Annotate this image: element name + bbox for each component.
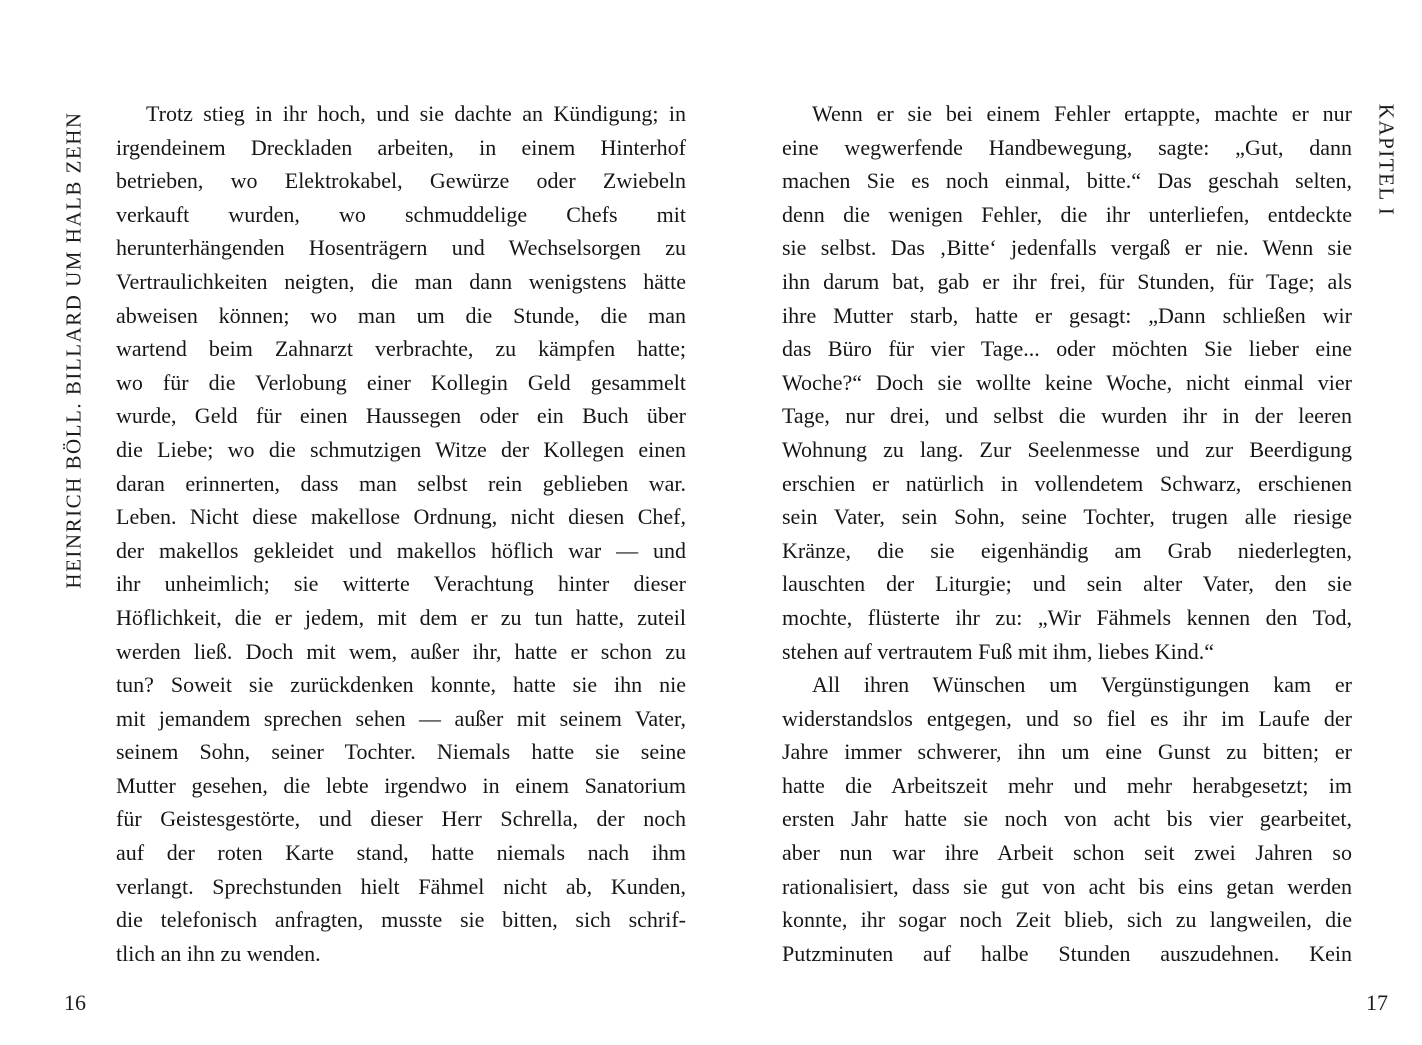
text-line: für Geistesgestörte, und dieser Herr Schrella, der noch xyxy=(116,806,686,832)
text-line: sie selbst. Das ‚Bitte‘ jedenfalls vergaß er nie. Wenn sie xyxy=(782,235,1352,261)
text-line: verlangt. Sprechstunden hielt Fähmel nicht ab, Kunden, xyxy=(116,873,686,899)
text-line: rationalisiert, dass sie gut von acht bis eins getan werden xyxy=(782,873,1352,899)
text-line: sein Vater, sein Sohn, seine Tochter, trugen alle riesige xyxy=(782,504,1352,530)
text-line: Trotz stieg in ihr hoch, und sie dachte an Kündigung; in xyxy=(146,101,686,126)
text-line: eine wegwerfende Handbewegung, sagte: „Gut, dann xyxy=(782,134,1352,160)
text-line: Wenn er sie bei einem Fehler ertappte, machte er nur xyxy=(812,101,1352,126)
text-line: werden ließ. Doch mit wem, außer ihr, hatte er schon zu xyxy=(116,638,686,664)
running-head-right: KAPITEL I xyxy=(1374,103,1399,217)
text-line: denn die wenigen Fehler, die ihr unterliefen, entdeckte xyxy=(782,201,1352,227)
text-line: wo für die Verlobung einer Kollegin Geld gesammelt xyxy=(116,369,686,395)
text-line: mochte, flüsterte ihr zu: „Wir Fähmels kennen den Tod, xyxy=(782,604,1352,630)
text-line: Kränze, die sie eigenhändig am Grab niederlegten, xyxy=(782,537,1352,563)
text-line: aber nun war ihre Arbeit schon seit zwei Jahren so xyxy=(782,840,1352,866)
text-line: abweisen können; wo man um die Stunde, die man xyxy=(116,302,686,328)
text-line: seinem Sohn, seiner Tochter. Niemals hatte sie seine xyxy=(116,739,686,765)
text-line: verkauft wurden, wo schmuddelige Chefs mit xyxy=(116,201,686,227)
text-line: All ihren Wünschen um Vergünstigungen kam er xyxy=(812,672,1352,698)
text-line: Wohnung zu lang. Zur Seelenmesse und zur Beerdigung xyxy=(782,436,1352,462)
text-line: auf der roten Karte stand, hatte niemals nach ihm xyxy=(116,840,686,866)
text-line: machen Sie es noch einmal, bitte.“ Das geschah selten, xyxy=(782,168,1352,194)
text-line: Woche?“ Doch sie wollte keine Woche, nicht einmal vier xyxy=(782,369,1352,395)
left-page-text xyxy=(116,97,686,970)
text-line: Vertraulichkeiten neigten, die man dann wenigstens hätte xyxy=(116,268,686,294)
text-line: konnte, ihr sogar noch Zeit blieb, sich zu langweilen, die xyxy=(782,907,1352,933)
text-line: mit jemandem sprechen sehen — außer mit seinem Vater, xyxy=(116,705,686,731)
text-line: Tage, nur drei, und selbst die wurden ihr in der leeren xyxy=(782,403,1352,429)
text-line: stehen auf vertrautem Fuß mit ihm, liebes Kind.“ xyxy=(782,638,1214,664)
text-line: herunterhängenden Hosenträgern und Wechselsorgen zu xyxy=(116,235,686,261)
text-line: das Büro für vier Tage... oder möchten Sie lieber eine xyxy=(782,336,1352,362)
text-line: Mutter gesehen, die lebte irgendwo in einem Sanatorium xyxy=(116,772,686,798)
text-line: Leben. Nicht diese makellose Ordnung, nicht diesen Chef, xyxy=(116,504,686,530)
text-line: irgendeinem Dreckladen arbeiten, in einem Hinterhof xyxy=(116,134,686,160)
text-line: lauschten der Liturgie; und sein alter Vater, den sie xyxy=(782,571,1352,597)
text-line: wurde, Geld für einen Haussegen oder ein Buch über xyxy=(116,403,686,429)
text-line: ersten Jahr hatte sie noch von acht bis vier gearbeitet, xyxy=(782,806,1352,832)
right-page xyxy=(711,0,1422,1045)
text-line: die telefonisch anfragten, musste sie bitten, sich schrif- xyxy=(116,907,686,933)
text-line: die Liebe; wo die schmutzigen Witze der Kollegen einen xyxy=(116,436,686,462)
text-line: hatte die Arbeitszeit mehr und mehr herabgesetzt; im xyxy=(782,772,1352,798)
text-line: widerstandslos entgegen, und so fiel es ihr im Laufe der xyxy=(782,705,1352,731)
text-line: tlich an ihn zu wenden. xyxy=(116,940,321,966)
text-line: der makellos gekleidet und makellos höflich war — und xyxy=(116,537,686,563)
page-number-right: 17 xyxy=(1366,990,1388,1015)
text-line: Putzminuten auf halbe Stunden auszudehnen. Kein xyxy=(782,940,1352,966)
text-line: wartend beim Zahnarzt verbrachte, zu kämpfen hatte; xyxy=(116,336,686,362)
text-line: Jahre immer schwerer, ihn um eine Gunst zu bitten; er xyxy=(782,739,1352,765)
page-number-left: 16 xyxy=(64,990,86,1015)
text-line: ihr unheimlich; sie witterte Verachtung hinter dieser xyxy=(116,571,686,597)
text-line: betrieben, wo Elektrokabel, Gewürze oder Zwiebeln xyxy=(116,168,686,194)
text-line: Höflichkeit, die er jedem, mit dem er zu tun hatte, zuteil xyxy=(116,604,686,630)
right-page-text xyxy=(782,97,1352,970)
text-line: daran erinnerten, dass man selbst rein geblieben war. xyxy=(116,470,686,496)
running-head-left: HEINRICH BÖLL. BILLARD UM HALB ZEHN xyxy=(61,111,86,589)
text-line: ihre Mutter starb, hatte er gesagt: „Dann schließen wir xyxy=(782,302,1352,328)
text-line: tun? Soweit sie zurückdenken konnte, hatte sie ihn nie xyxy=(116,672,686,698)
text-line: ihn darum bat, gab er ihr frei, für Stunden, für Tage; als xyxy=(782,268,1352,294)
text-line: erschien er natürlich in vollendetem Schwarz, erschienen xyxy=(782,470,1352,496)
